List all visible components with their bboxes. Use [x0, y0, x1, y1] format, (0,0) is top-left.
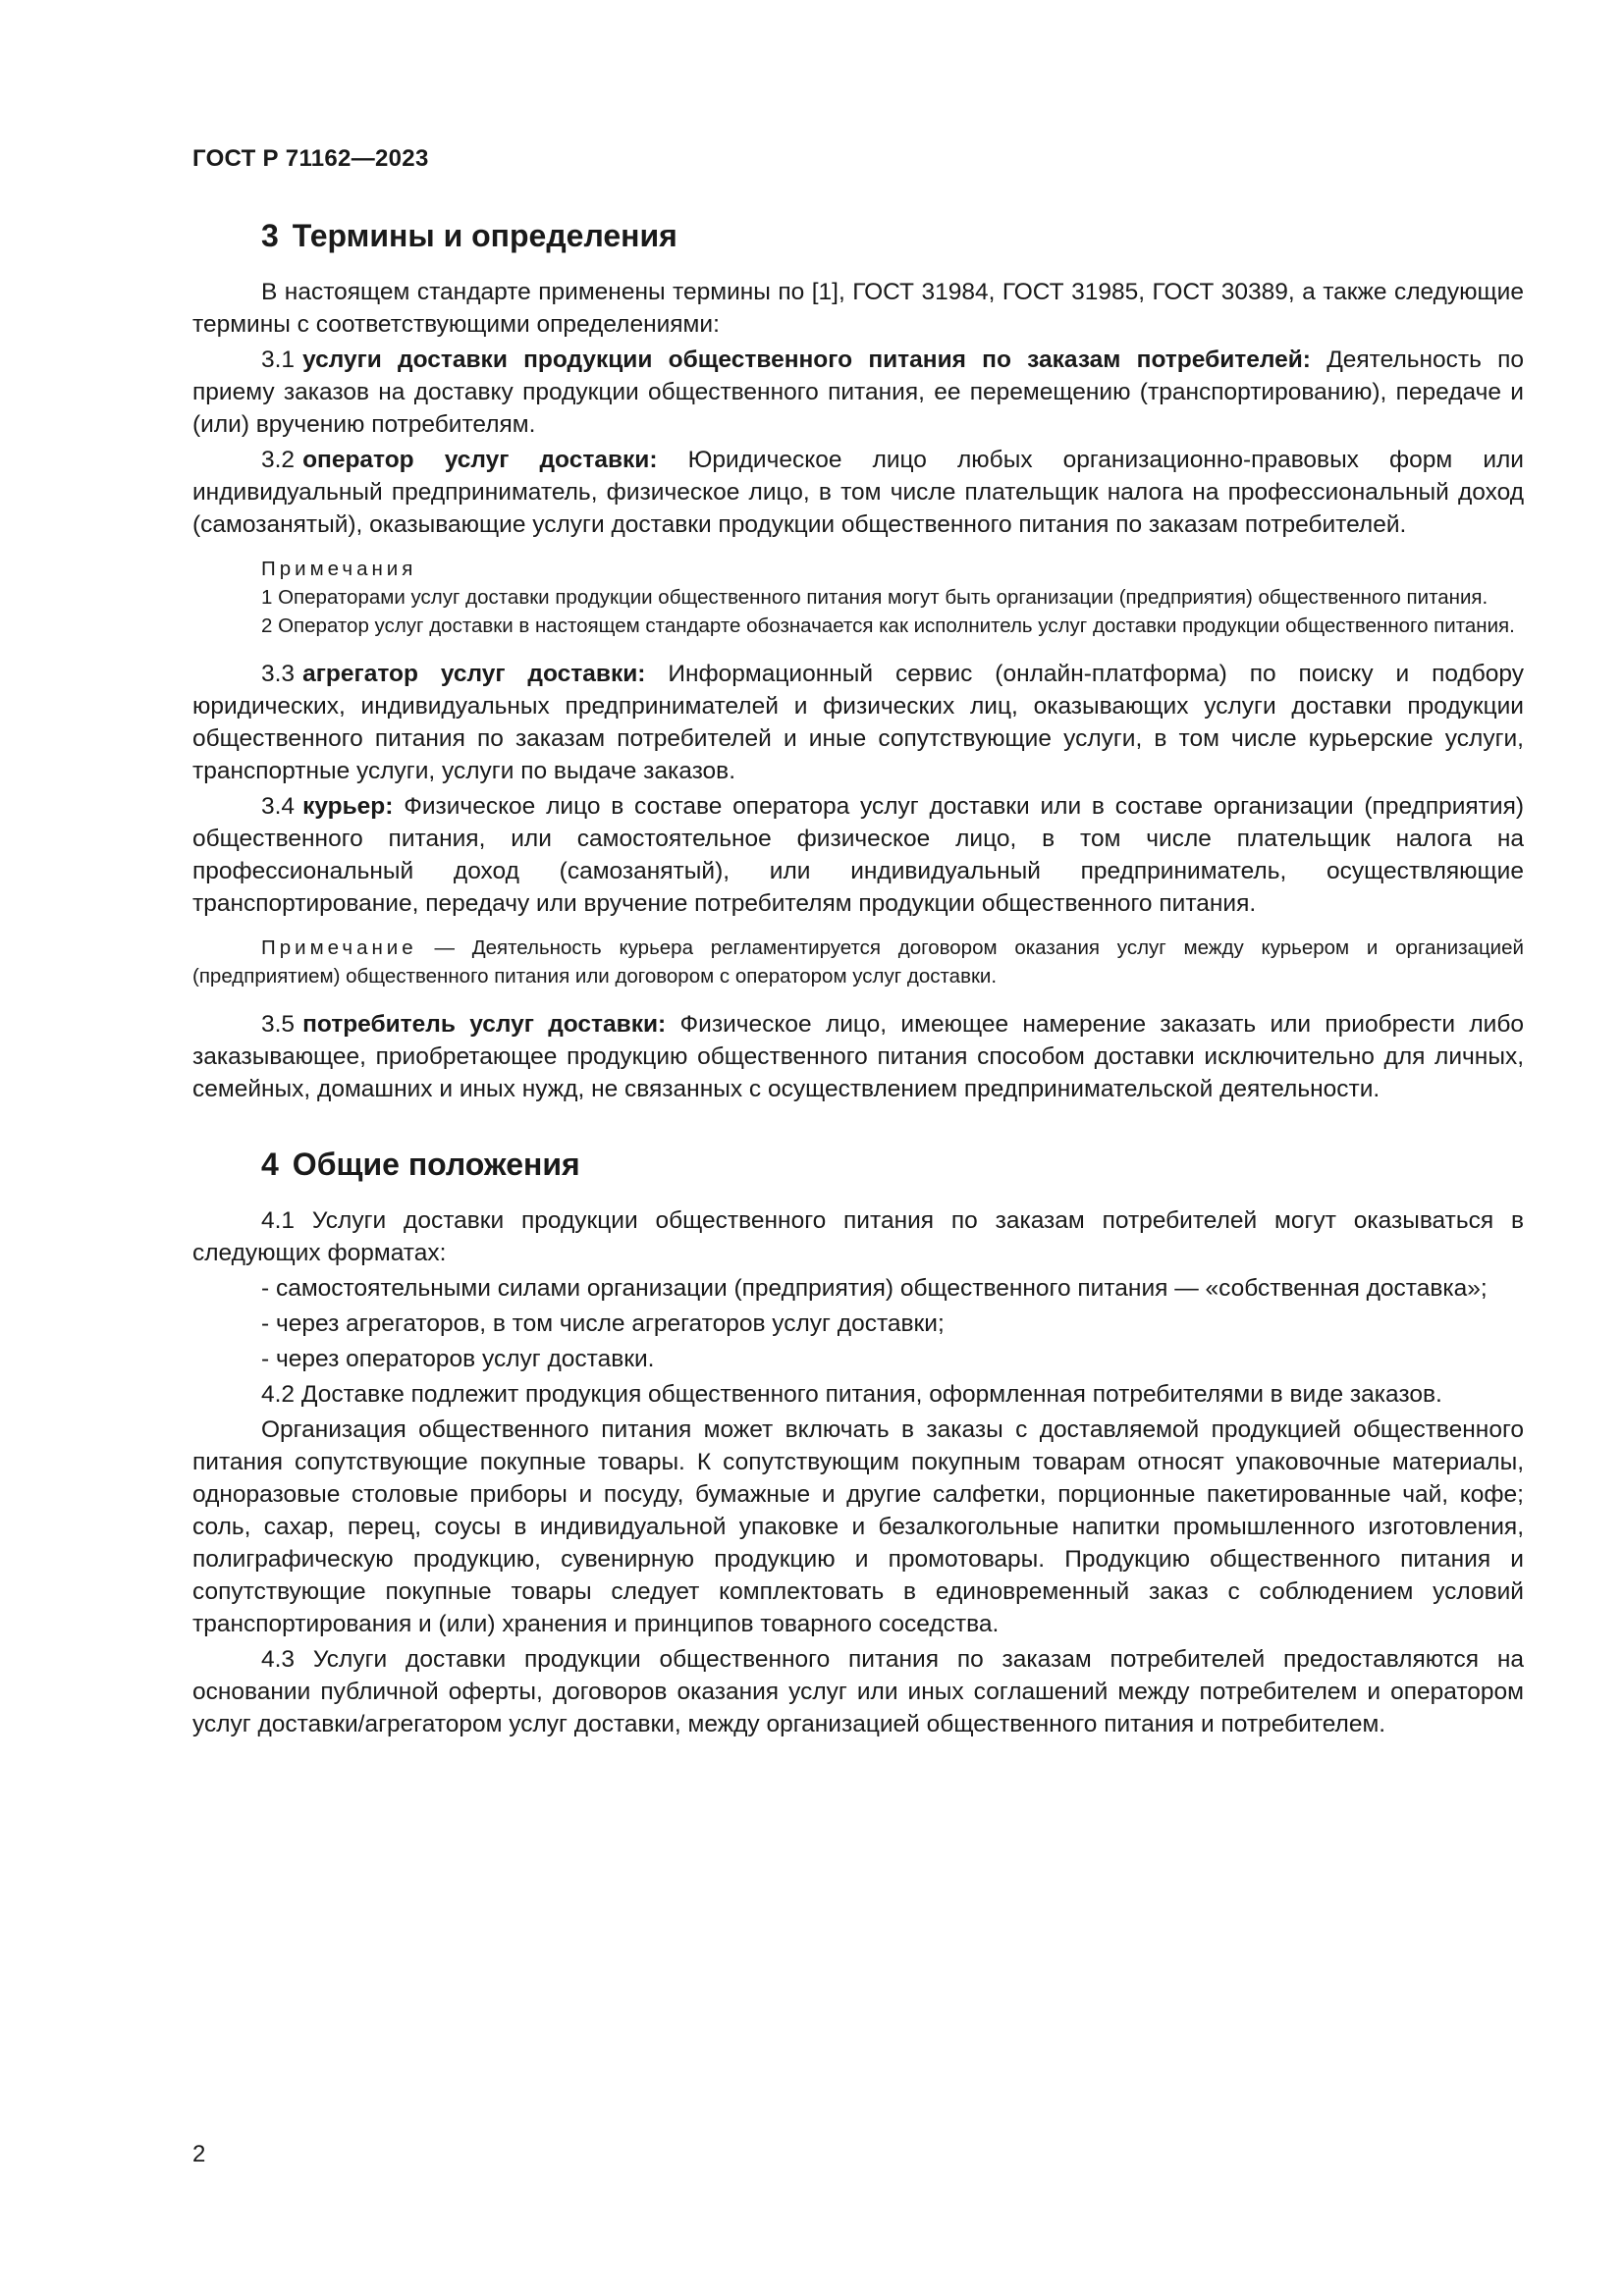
- term-name: курьер:: [302, 793, 394, 820]
- term-3-2: [192, 444, 1524, 541]
- term-name: потребитель услуг доставки:: [302, 1011, 667, 1038]
- term-3-1: [192, 344, 1524, 441]
- note-item: 2 Оператор услуг доставки в настоящем стандарте обозначается как исполнитель услуг доставки продукции общественного питания.: [261, 614, 1515, 637]
- term-number: 3.2: [261, 447, 296, 473]
- term-number: 3.5: [261, 1011, 296, 1038]
- term-name: оператор услуг доставки:: [302, 447, 658, 473]
- clause-4-1: 4.1 Услуги доставки продукции общественного питания по заказам потребителей могут оказываться в следующих форматах:: [192, 1207, 1524, 1266]
- section-number: 3: [261, 218, 279, 253]
- section-title: Общие положения: [292, 1147, 580, 1182]
- term-number: 3.1: [261, 347, 296, 373]
- list-item: - самостоятельными силами организации (предприятия) общественного питания — «собственная доставка»;: [261, 1275, 1488, 1302]
- notes-heading: Примечания: [261, 558, 417, 580]
- document-page: [192, 145, 1524, 1740]
- clause-4-2-paragraph: Организация общественного питания может включать в заказы с доставляемой продукцией общественного питания сопутствующие покупные товары. К сопутствующим покупным товарам относят упаковочные материалы, одноразовые столовые приборы и посуду, бумажные и другие салфетки, порционные пакетированные чай, кофе; соль, сахар, перец, соусы в индивидуальной упаковке и безалкогольные напитки промышленного изготовления, полиграфическую продукцию, сувенирную продукцию и промотовары. Продукцию общественного питания и сопутствующие покупные товары следует комплектовать в единовременный заказ с соблюдением условий транспортирования и (или) хранения и принципов товарного соседства.: [192, 1416, 1524, 1637]
- term-3-4: [192, 790, 1524, 920]
- note-item: 1 Операторами услуг доставки продукции общественного питания могут быть организации (предприятия) общественного питания.: [261, 586, 1489, 609]
- page-number: 2: [192, 2141, 206, 2167]
- document-code: ГОСТ Р 71162—2023: [192, 145, 429, 172]
- term-definition: Деятельность по приему заказов на доставку продукции общественного питания, ее перемещению (транспортированию), передаче и (или) вручению потребителям.: [192, 347, 1525, 438]
- list-item: - через агрегаторов, в том числе агрегаторов услуг доставки;: [261, 1310, 945, 1337]
- note-3-4: [192, 934, 1524, 990]
- term-3-5: [192, 1008, 1524, 1105]
- note-label: Примечание: [261, 936, 417, 959]
- section-3-heading: [261, 218, 1524, 254]
- clause-4-2: 4.2 Доставке подлежит продукция общественного питания, оформленная потребителями в виде заказов.: [261, 1381, 1442, 1408]
- note-text: — Деятельность курьера регламентируется договором оказания услуг между курьером и организацией (предприятием) общественного питания или договором с оператором услуг доставки.: [192, 936, 1524, 988]
- term-definition: Физическое лицо в составе оператора услуг доставки или в составе организации (предприятия) общественного питания, или самостоятельное физическое лицо, в том числе плательщик налога на профессиональный доход (самозанятый), или индивидуальный предприниматель, осуществляющие транспортирование, передачу или вручение потребителям продукции общественного питания.: [192, 793, 1524, 917]
- term-definition: Физическое лицо, имеющее намерение заказать или приобрести либо заказывающее, приобретающее продукцию общественного питания способом доставки исключительно для личных, семейных, домашних и иных нужд, не связанных с осуществлением предпринимательской деятельности.: [192, 1011, 1524, 1102]
- notes-3-2: [192, 555, 1524, 640]
- section-title: Термины и определения: [292, 218, 677, 253]
- section-3-intro: В настоящем стандарте применены термины по [1], ГОСТ 31984, ГОСТ 31985, ГОСТ 30389, а также следующие термины с соответствующими определениями:: [192, 279, 1524, 338]
- term-definition: Юридическое лицо любых организационно-правовых форм или индивидуальный предприниматель, физическое лицо, в том числе плательщик налога на профессиональный доход (самозанятый), оказывающие услуги доставки продукции общественного питания по заказам потребителей.: [192, 447, 1524, 538]
- section-number: 4: [261, 1147, 279, 1182]
- term-number: 3.3: [261, 661, 296, 687]
- term-3-3: [192, 658, 1524, 787]
- section-4-heading: [261, 1147, 1524, 1183]
- term-name: агрегатор услуг доставки:: [302, 661, 646, 687]
- term-name: услуги доставки продукции общественного питания по заказам потребителей:: [302, 347, 1311, 373]
- note-item: [192, 934, 1524, 990]
- list-item: - через операторов услуг доставки.: [261, 1346, 655, 1372]
- term-number: 3.4: [261, 793, 296, 820]
- clause-4-3: 4.3 Услуги доставки продукции общественного питания по заказам потребителей предоставляются на основании публичной оферты, договоров оказания услуг или иных соглашений между потребителем и оператором услуг доставки/агрегатором услуг доставки, между организацией общественного питания и потребителем.: [192, 1646, 1524, 1737]
- term-definition: Информационный сервис (онлайн-платформа) по поиску и подбору юридических, индивидуальных предпринимателей и физических лиц, оказывающих услуги доставки продукции общественного питания по заказам потребителей и иные сопутствующие услуги, в том числе курьерские услуги, транспортные услуги, услуги по выдаче заказов.: [192, 661, 1524, 784]
